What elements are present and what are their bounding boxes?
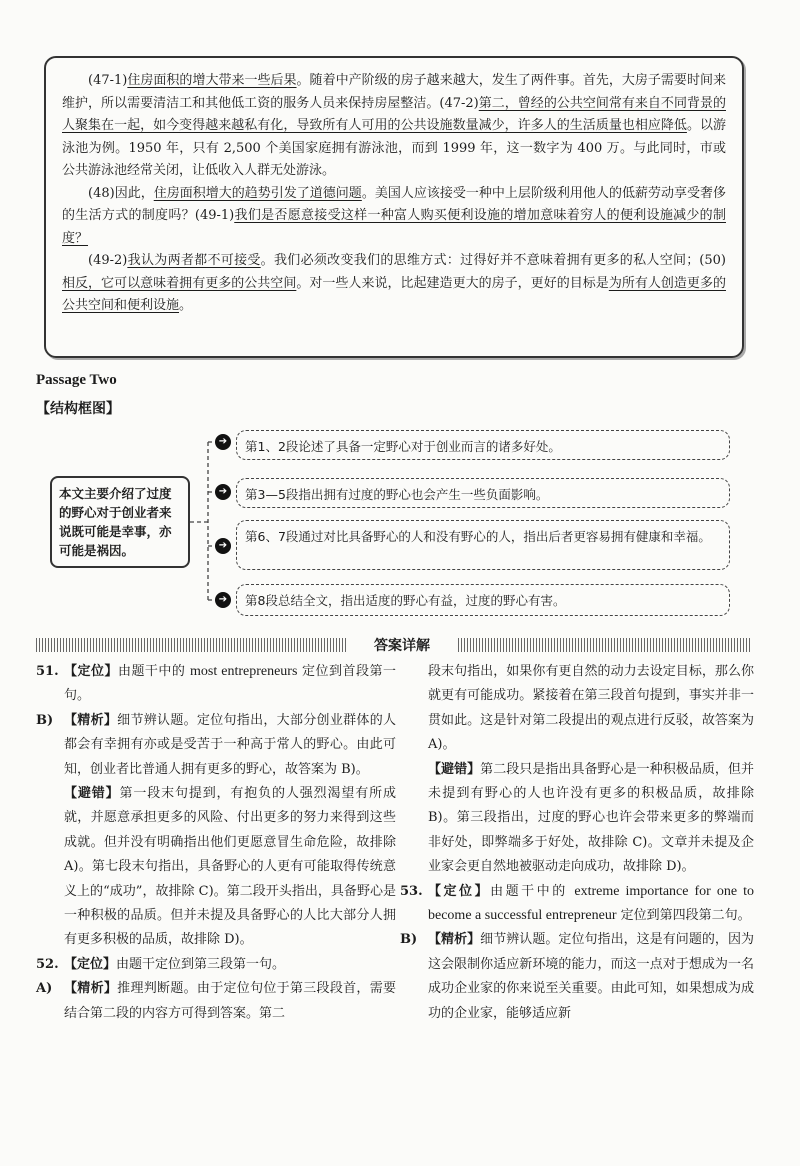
q51-error — [36, 782, 396, 953]
arrow-icon: ➔ — [215, 592, 231, 608]
q52-analysis-start — [36, 977, 396, 1026]
answers-left-column — [36, 660, 396, 1026]
diagram-branch-1: 第1、2段论述了具备一定野心对于创业而言的诸多好处。 — [236, 430, 730, 460]
text-segment: (48)因此， — [88, 185, 154, 201]
analysis-text: 推理判断题。由于定位句位于第三段段首，需要结合第二段的内容方可得到答案。第二 — [64, 981, 396, 1021]
analysis-text: 段末句指出，如果你有更自然的动力去设定目标，那么你就更有可能成功。紧接着在第三段首句提到，事实并非一贯如此。这是针对第二段提出的观点进行反驳，故答案为 A)。 — [428, 664, 754, 753]
analysis-tag: 【精析】 — [428, 932, 481, 948]
answer-letter: B) — [400, 932, 418, 948]
error-tag: 【避错】 — [428, 761, 481, 777]
error-text: 第二段只是指出具备野心是一种积极品质，但并未提到有野心的人也许没有更多的积极品质，故排除 B)。第三段指出，过度的野心也许会带来更多的弊端而非好处，即弊端多于好处，故排除 C)。文章并未提及企业家会更自然地被驱动走向成功，故排除 D)。 — [428, 761, 754, 875]
location-text: 由题干定位到第三段第一句。 — [116, 956, 286, 972]
location-tag: 【定位】 — [64, 664, 118, 679]
text-segment: 。美国人应该接受一种中上层阶级利用他人的低薪劳动享受奢侈的生活方式的制度吗？(49-1) — [62, 185, 726, 223]
question-number: 51. — [36, 664, 59, 679]
location-text: 定位到第四段第二句。 — [616, 908, 751, 924]
text-segment: 。对一些人来说，比起建造更大的房子，更好的目标是 — [296, 275, 609, 291]
diagram-summary: 本文主要介绍了过度的野心对于创业者来说既可能是幸事，亦可能是祸因。 — [50, 476, 190, 568]
diagram-branch-4: 第8段总结全文，指出适度的野心有益，过度的野心有害。 — [236, 584, 730, 616]
location-tag: 【定位】 — [64, 956, 117, 972]
underlined-segment: 我们是否愿意接受这样一种富人购买便利设施的增加意味着穷人的便利设施减少的制度？ — [62, 208, 726, 246]
q53-location — [400, 880, 754, 929]
q52-error — [400, 758, 754, 880]
hatch-decoration — [36, 638, 346, 652]
underlined-segment: 为所有人创造更多的公共空间和便利设施 — [62, 275, 726, 313]
answers-right-column — [400, 660, 754, 1026]
location-keyword: extreme importance for one to become a successful entrepreneur — [428, 883, 754, 924]
text-segment: 。 — [179, 298, 193, 313]
q51-location — [36, 660, 396, 709]
location-text: 由题干中的 — [117, 664, 191, 679]
text-segment: (47-1) — [88, 73, 128, 88]
passage-title: Passage Two — [36, 372, 117, 388]
text-segment: 。以游泳池为例。1950 年，只有 2,500 个美国家庭拥有游泳池，而到 1999 年，这一数字为 400 万。与此同时，市或公共游泳池经常关闭，让低收入人群无处游泳。 — [62, 118, 726, 178]
location-text: 由题干中的 — [490, 883, 575, 899]
underlined-segment: 第二，曾经的公共空间常有来自不同背景的人聚集在一起，如今变得越来越私有化，导致所有人可用的公共设施数量减少，许多人的生活质量也相应降低 — [62, 95, 726, 133]
answer-section-header — [36, 636, 752, 654]
location-tag: 【定位】 — [428, 883, 491, 899]
underlined-segment: 我认为两者都不可接受 — [127, 253, 261, 268]
answer-letter: A) — [36, 981, 53, 997]
text-segment: 。随着中产阶级的房子越来越大，发生了两件事。首先，大房子需要时间来维护，所以需要清洁工和其他低工资的服务人员来保持房屋整洁。(47-2) — [62, 73, 726, 111]
analysis-text: 细节辨认题。定位句指出，大部分创业群体的人都会有幸拥有亦或是受苦于一种高于常人的野心。由此可知，创业者比普通人拥有更多的野心，故答案为 B)。 — [64, 712, 396, 777]
q51-analysis — [36, 709, 396, 782]
structure-diagram-title: 【结构框图】 — [36, 401, 120, 417]
underlined-segment: 住房面积的增大带来一些后果 — [127, 73, 297, 88]
question-number: 53. — [400, 883, 423, 899]
answer-section-title: 答案详解 — [374, 638, 430, 654]
q53-analysis — [400, 928, 754, 1026]
q52-analysis-continued — [400, 660, 754, 758]
analysis-tag: 【精析】 — [64, 981, 118, 997]
diagram-branch-3: 第6、7段通过对比具备野心的人和没有野心的人，指出后者更容易拥有健康和幸福。 — [236, 520, 730, 570]
hatch-decoration — [458, 638, 752, 652]
arrow-icon: ➔ — [215, 538, 231, 554]
location-text: 定位到首段第一句。 — [64, 664, 396, 704]
analysis-text: 细节辨认题。定位句指出，这是有问题的，因为这会限制你适应新环境的能力，而这一点对于想成为一名成功企业家的你来说至关重要。由此可知，如果想成为成功的企业家，能够适应新 — [428, 932, 754, 1021]
analysis-tag: 【精析】 — [64, 712, 118, 728]
question-number: 52. — [36, 956, 59, 972]
q52-location — [36, 953, 396, 977]
text-segment: 。我们必须改变我们的思维方式：过得好并不意味着拥有更多的私人空间；(50) — [260, 253, 726, 268]
text-segment: (49-2) — [88, 253, 128, 268]
answer-letter: B) — [36, 712, 54, 728]
arrow-icon: ➔ — [215, 434, 231, 450]
location-keyword: most entrepreneurs — [190, 664, 298, 679]
underlined-segment: 相反，它可以意味着拥有更多的公共空间 — [62, 275, 297, 291]
error-text: 第一段末句提到，有抱负的人强烈渴望有所成就，并愿意承担更多的风险、付出更多的努力来得到这些成就。但并没有明确指出他们更愿意冒生命危险，故排除 A)。第七段末句指出，具备野心的人更有可能取得传统意义上的“成功”，故排除 C)。第二段开头指出，具备野心是一种积极的品质。但并未提及具备野心的人比大部分人拥有更多积极的品质，故排除 D)。 — [64, 786, 396, 948]
underlined-segment: 住房面积增大的趋势引发了道德问题 — [153, 185, 362, 201]
arrow-icon: ➔ — [215, 484, 231, 500]
diagram-branch-2: 第3—5段指出拥有过度的野心也会产生一些负面影响。 — [236, 478, 730, 508]
error-tag: 【避错】 — [64, 786, 120, 802]
